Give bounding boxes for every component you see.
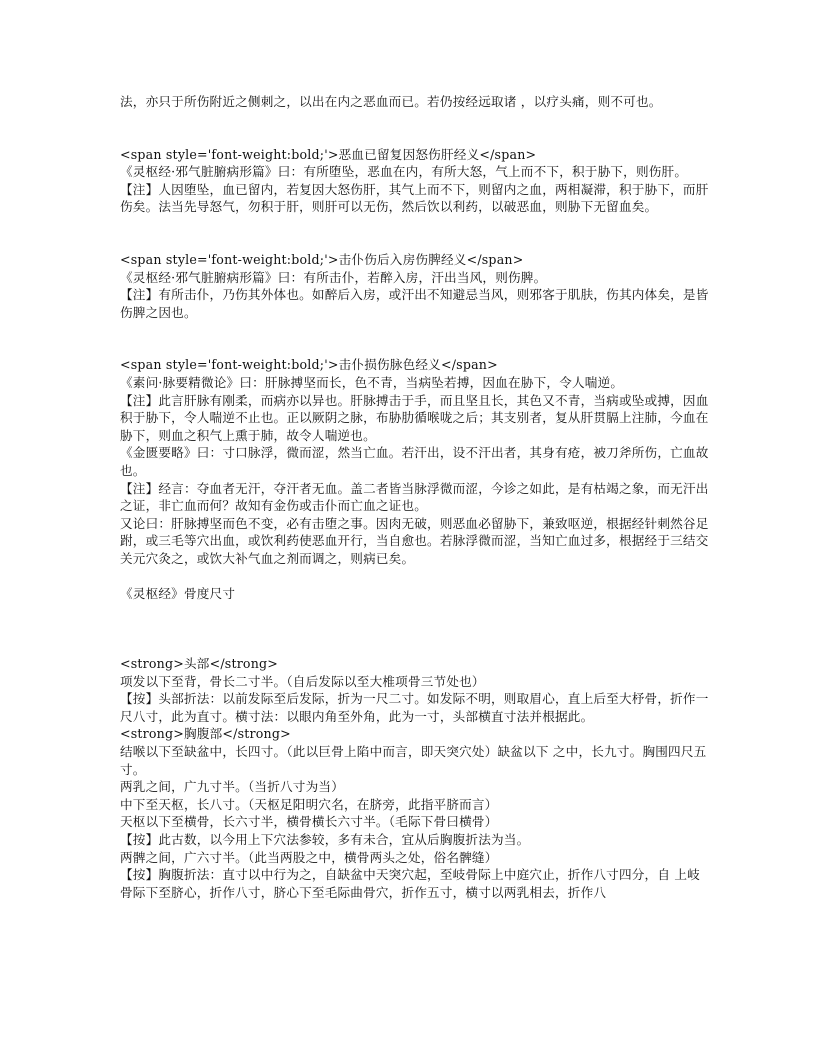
intro-paragraph: 法，亦只于所伤附近之侧刺之，以出在内之恶血而已。若仍按经远取诸 ，以疗头痛，则不可也。: [120, 94, 662, 109]
commentary: 【注】有所击仆，乃伤其外体也。如醉后入房，或汗出不知避忌当风，则邪客于肌肤，伤其内体矣，是皆伤脾之因也。: [120, 287, 709, 320]
classic-quote: 《灵枢经·邪气脏腑病形篇》曰：有所堕坠，恶血在内，有所大怒，气上而不下，积于胁下，则伤肝。: [120, 164, 688, 180]
commentary: 【注】人因堕坠，血已留内，若复因大怒伤肝，其气上而不下，则留内之血，两相凝滞，积于胁下，而肝伤矣。法当先导怒气，勿积于肝，则肝可以无伤，然后饮以利药，以破恶血，则胁下无留血矣。: [120, 181, 709, 215]
measurement: 天枢以下至横骨，长六寸半，横骨横长六寸半。（毛际下骨曰横骨）: [120, 814, 498, 830]
spacer: [120, 216, 710, 251]
note: 【按】头部折法：以前发际至后发际，折为一尺二寸。如发际不明，则取眉心，直上后至大杼骨，折作一尺八寸，此为直寸。横寸法：以眼内角至外角，此为一寸，头部横直寸法并根据此。: [120, 691, 709, 724]
spacer: [120, 603, 710, 655]
chapter-title: 《灵枢经》骨度尺寸: [120, 586, 236, 602]
commentary: 【注】此言肝脉有刚柔，而病亦以异也。肝脉搏击于手，而且坚且长，其色又不青，当病或坠或搏，因血积于胁下，令人喘逆不止也。正以厥阴之脉，布胁肋循喉咙之后；其支别者，复从肝贯膈上注肺，今血在胁下，则血之积气上熏于肺，故令人喘逆也。: [120, 392, 709, 443]
commentary: 【注】经言：夺血者无汗，夺汗者无血。盖二者皆当脉浮微而涩，今诊之如此，是有枯竭之象，而无汗出之证，非亡血而何？故知有金伤或击仆而亡血之证也。: [120, 480, 709, 514]
section-spleen: [120, 251, 710, 321]
measurement: 两乳之间，广九寸半。（当折八寸为当）: [120, 779, 344, 795]
measurement: 项发以下至背，骨长二寸半。（自后发际以至大椎项骨三节处也）: [120, 673, 485, 689]
classic-quote: 《素问·脉要精微论》曰：肝脉搏坚而长，色不青，当病坠若搏，因血在胁下，令人喘逆。: [120, 374, 624, 390]
section-pulse-color: [120, 356, 710, 567]
section-heading: <span style='font-weight:bold;'>击仆伤后入房伤脾经义</span>: [120, 251, 524, 267]
discussion: 又论曰：肝脉搏坚而色不变，必有击堕之事。因肉无破，则恶血必留胁下，兼致呕逆，根据经针刺然谷足跗，或三毛等穴出血，或饮利药使恶血开行，当自愈也。若脉浮微而涩，当知亡血过多，根据经于三结交关元穴灸之，或饮大补气血之剂而调之，则病已矣。: [120, 515, 709, 566]
section-heading: <strong>胸腹部</strong>: [120, 726, 291, 742]
measurement: 结喉以下至缺盆中，长四寸。（此以巨骨上陷中而言，即天突穴处）缺盆以下 之中，长九寸。胸围四尺五寸。: [120, 744, 707, 777]
section-liver: [120, 146, 710, 216]
classic-quote: 《金匮要略》曰：寸口脉浮，微而涩，然当亡血。若汗出，设不汗出者，其身有疮，被刀斧所伤，亡血故也。: [120, 445, 709, 478]
note: 【按】此古数，以今用上下穴法参较，多有未合，宜从后胸腹折法为当。: [120, 832, 530, 847]
spacer: [120, 567, 710, 585]
section-chest-abdomen: [120, 725, 710, 901]
document-page: [120, 93, 710, 901]
section-heading: <span style='font-weight:bold;'>击仆损伤脉色经义</span>: [120, 357, 498, 373]
spacer: [120, 111, 710, 146]
classic-quote: 《灵枢经·邪气脏腑病形篇》曰：有所击仆，若醉入房，汗出当风，则伤脾。: [120, 269, 547, 285]
spacer: [120, 321, 710, 356]
section-head: [120, 655, 710, 725]
note: 【按】胸腹折法：直寸以中行为之，自缺盆中天突穴起，至岐骨际上中庭穴止，折作八寸四分，自 上岐骨际下至脐心，折作八寸，脐心下至毛际曲骨穴，折作五寸，横寸以两乳相去，折作八: [120, 867, 700, 900]
section-heading: <span style='font-weight:bold;'>恶血已留复因怒伤肝经义</span>: [120, 146, 537, 162]
measurement: 中下至天枢，长八寸。（天枢足阳明穴名，在脐旁，此指平脐而言）: [120, 796, 498, 812]
section-heading: <strong>头部</strong>: [120, 656, 279, 672]
measurement: 两髀之间，广六寸半。（此当两股之中，横骨两头之处，俗名髀缝）: [120, 849, 498, 865]
